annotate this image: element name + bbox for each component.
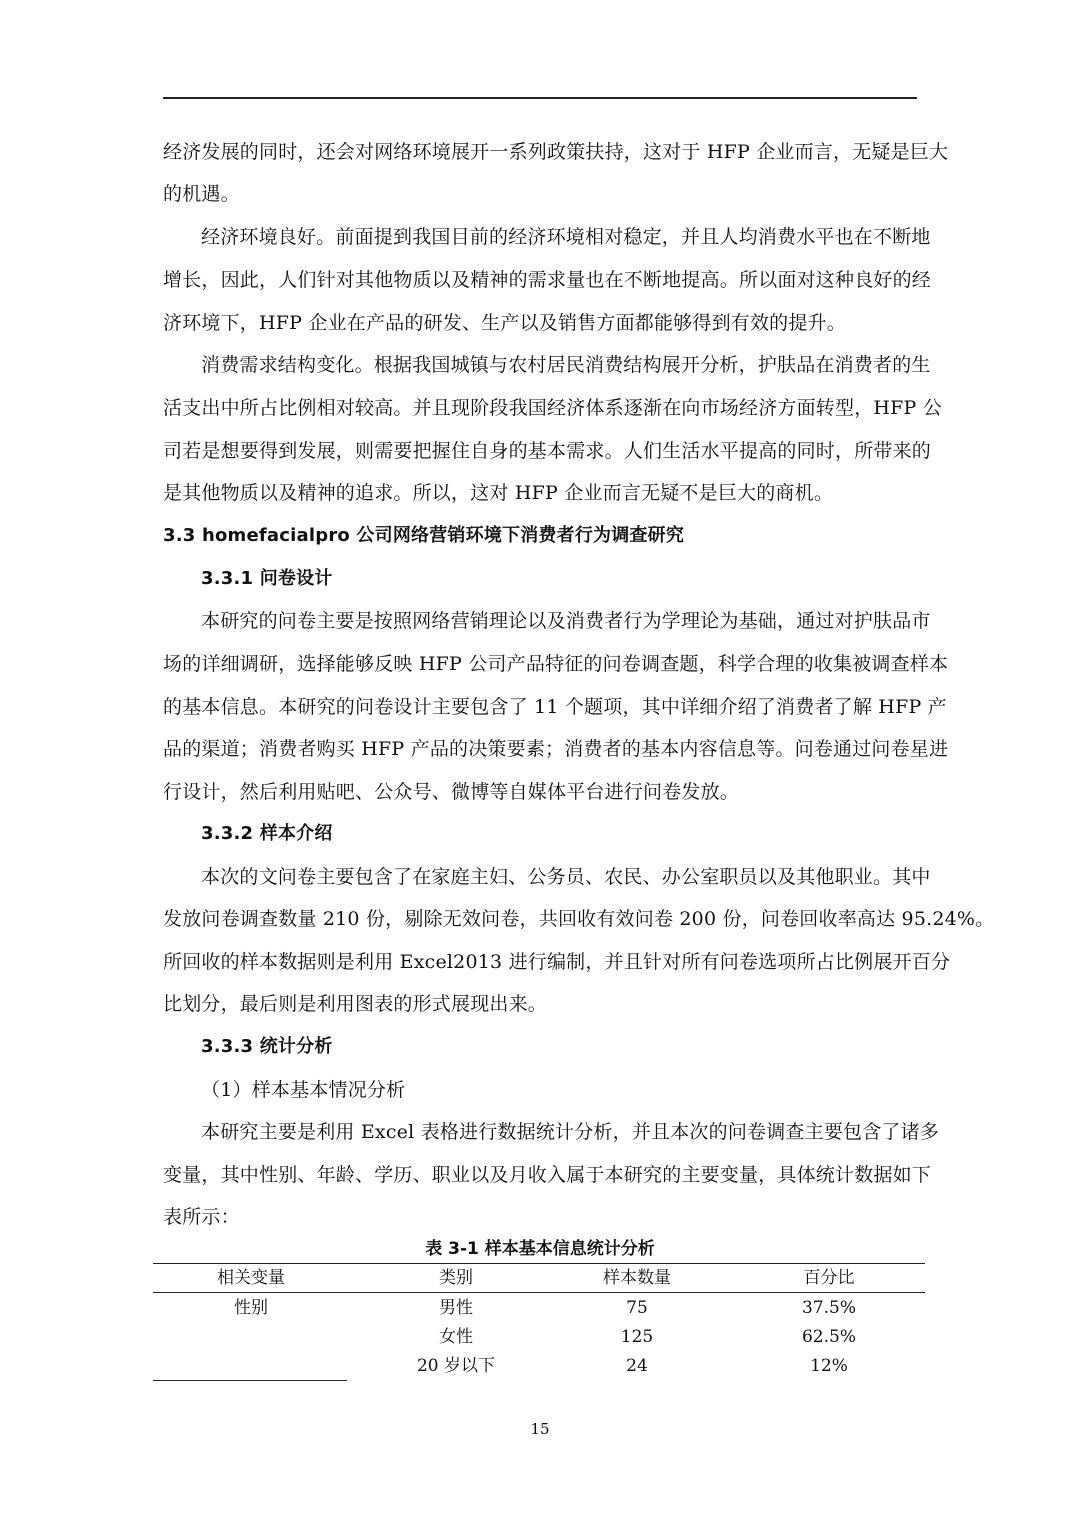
table-cell: 75: [626, 1298, 648, 1318]
paragraph-line: 消费需求结构变化。根据我国城镇与农村居民消费结构展开分析，护肤品在消费者的生: [201, 354, 931, 376]
section-heading-3-3: 3.3 homefacialpro 公司网络营销环境下消费者行为调查研究: [163, 525, 685, 546]
subsection-label: （1）样本基本情况分析: [201, 1079, 406, 1101]
paragraph-line: 比划分，最后则是利用图表的形式展现出来。: [163, 993, 548, 1015]
table-cell: 12%: [810, 1356, 848, 1376]
paragraph-line: 活支出中所占比例相对较高。并且现阶段我国经济体系逐渐在向市场经济方面转型，HFP 公: [163, 397, 942, 419]
table-cell: 37.5%: [801, 1298, 856, 1318]
paragraph-line: 本研究主要是利用 Excel 表格进行数据统计分析，并且本次的问卷调查主要包含了诸多: [201, 1121, 940, 1143]
table-cell: 125: [620, 1327, 654, 1347]
paragraph-line: 行设计，然后利用贴吧、公众号、微博等自媒体平台进行问卷发放。: [163, 781, 740, 803]
paragraph-line: 的基本信息。本研究的问卷设计主要包含了 11 个题项，其中详细介绍了消费者了解 HFP 产: [163, 696, 947, 718]
paragraph-line: 表所示：: [163, 1206, 240, 1228]
paragraph-line: 是其他物质以及精神的追求。所以，这对 HFP 企业而言无疑不是巨大的商机。: [163, 482, 834, 504]
paragraph-line: 本研究的问卷主要是按照网络营销理论以及消费者行为学理论为基础，通过对护肤品市: [201, 610, 931, 632]
table-cell: 性别: [234, 1298, 268, 1318]
table-cell: 24: [626, 1356, 648, 1376]
footnote-rule: [153, 1380, 347, 1381]
table-caption: 表 3-1 样本基本信息统计分析: [425, 1239, 655, 1259]
paragraph-line: 增长，因此，人们针对其他物质以及精神的需求量也在不断地提高。所以面对这种良好的经: [163, 269, 932, 291]
table-cell: 女性: [439, 1327, 473, 1347]
table-header-cell: 样本数量: [603, 1268, 671, 1288]
table-cell: [153, 1323, 349, 1351]
table-header-cell: 相关变量: [217, 1268, 285, 1288]
section-heading-3-3-1: 3.3.1 问卷设计: [201, 568, 333, 589]
paragraph-line: 经济发展的同时，还会对网络环境展开一系列政策扶持，这对于 HFP 企业而言，无疑是巨大: [163, 141, 949, 163]
section-heading-3-3-3: 3.3.3 统计分析: [201, 1036, 333, 1057]
header-rule: [163, 97, 917, 99]
table-cell: 男性: [439, 1298, 473, 1318]
paragraph-line: 场的详细调研，选择能够反映 HFP 公司产品特征的问卷调查题，科学合理的收集被调查样本: [163, 653, 949, 675]
paragraph-line: 发放问卷调查数量 210 份，剔除无效问卷，共回收有效问卷 200 份，问卷回收率高达 95.24%。: [163, 908, 995, 930]
table-cell: 20 岁以下: [416, 1356, 496, 1376]
paragraph-line: 本次的文问卷主要包含了在家庭主妇、公务员、农民、办公室职员以及其他职业。其中: [201, 866, 931, 888]
table-cell: 62.5%: [801, 1327, 856, 1347]
section-heading-3-3-2: 3.3.2 样本介绍: [201, 823, 333, 844]
table-header-cell: 类别: [439, 1268, 473, 1288]
table-header-rule: [153, 1292, 925, 1293]
paragraph-line: 品的渠道；消费者购买 HFP 产品的决策要素；消费者的基本内容信息等。问卷通过问卷星进: [163, 738, 949, 760]
table-header-cell: 百分比: [803, 1268, 855, 1288]
paragraph-line: 所回收的样本数据则是利用 Excel2013 进行编制，并且针对所有问卷选项所占比例展开百分: [163, 951, 951, 973]
paragraph-line: 经济环境良好。前面提到我国目前的经济环境相对稳定，并且人均消费水平也在不断地: [201, 226, 931, 248]
paragraph-line: 的机遇。: [163, 183, 240, 205]
paragraph-line: 济环境下，HFP 企业在产品的研发、生产以及销售方面都能够得到有效的提升。: [163, 312, 846, 334]
page-number: 15: [530, 1420, 550, 1438]
paragraph-line: 变量，其中性别、年龄、学历、职业以及月收入属于本研究的主要变量，具体统计数据如下: [163, 1164, 932, 1186]
paragraph-line: 司若是想要得到发展，则需要把握住自身的基本需求。人们生活水平提高的同时，所带来的: [163, 440, 932, 462]
table-cell: [153, 1352, 349, 1380]
